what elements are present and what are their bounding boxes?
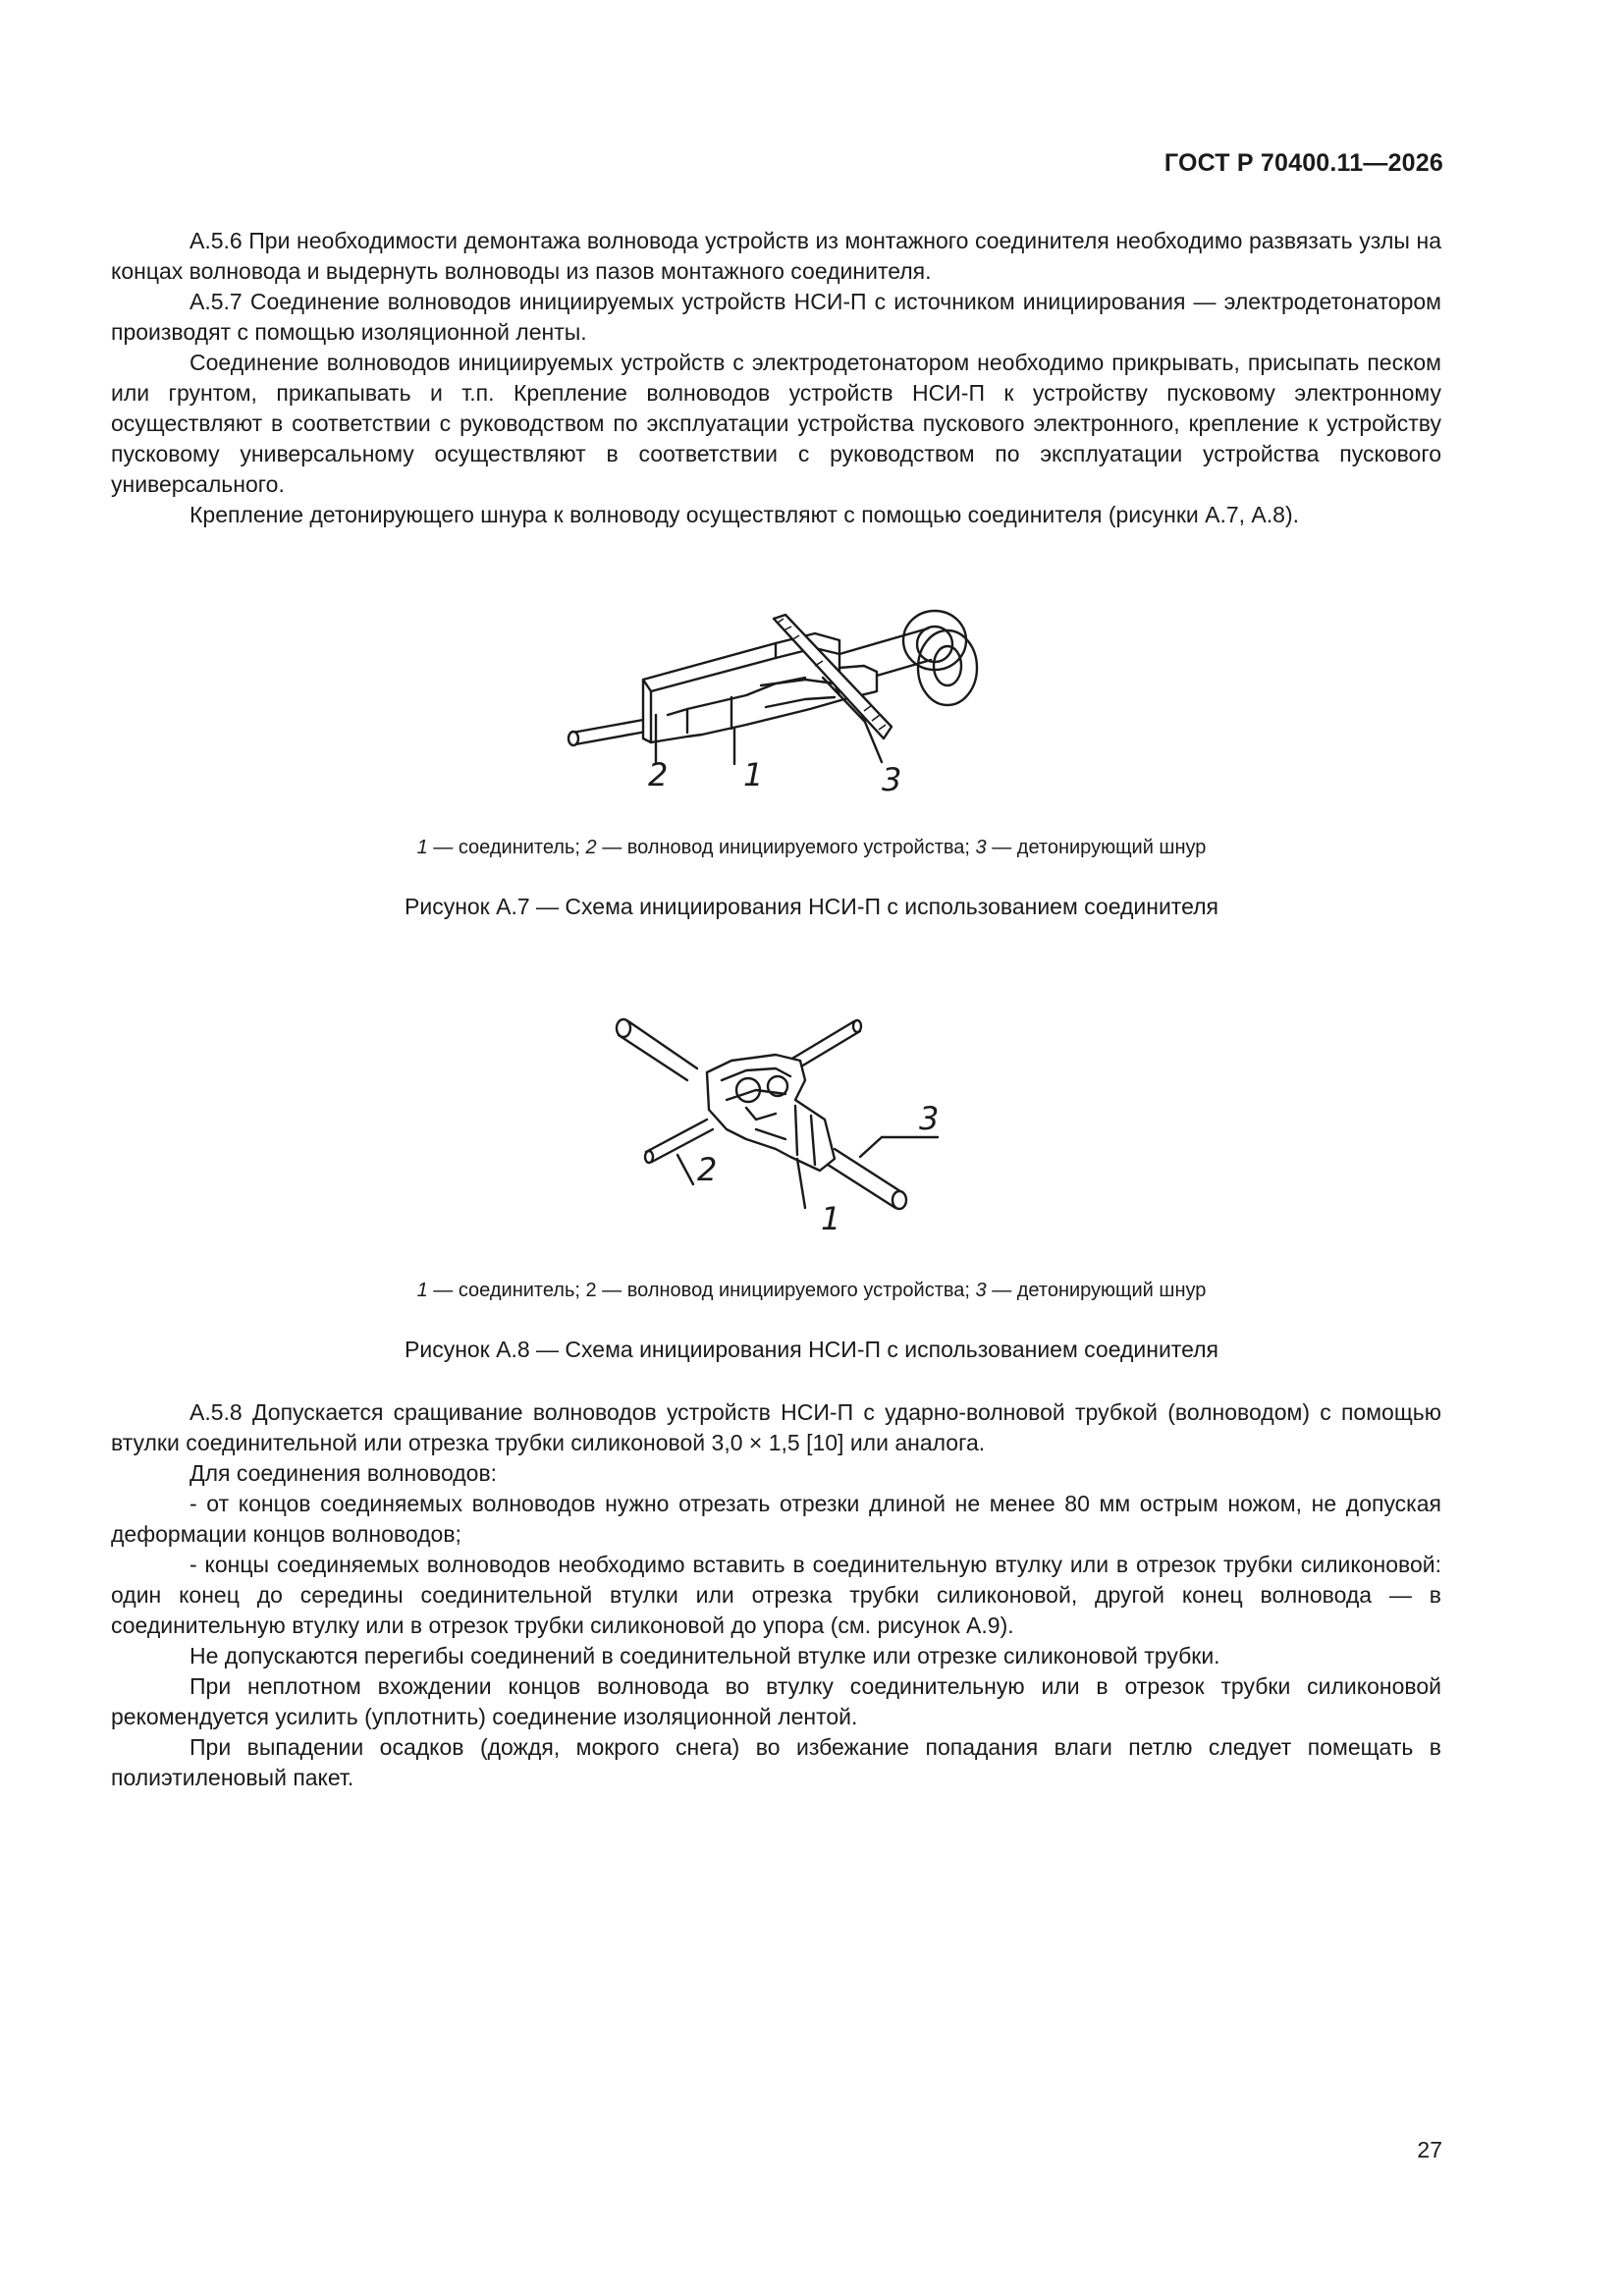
paragraph-for-connection: Для соединения волноводов: — [189, 1460, 498, 1486]
figure-a8-label-2: 2 — [697, 1151, 718, 1188]
figure-a7-label-3: 3 — [882, 761, 902, 798]
paragraph-a57: А.5.7 Соединение волноводов инициируемых устройств НСИ-П с источником инициирования — электродетонатором производят с помощью изоляционной ленты. — [111, 289, 1441, 345]
legend-a8-text-1: — соединитель; 2 — волновод инициируемого устройства; — [427, 1280, 976, 1301]
figure-a7-label-2: 2 — [648, 756, 669, 793]
legend-a8-text-3: — детонирующий шнур — [986, 1280, 1207, 1301]
figure-a7-caption: Рисунок А.7 — Схема инициирования НСИ-П с использованием соединителя — [405, 894, 1218, 919]
paragraph-loose-fit: При неплотном вхождении концов волновода во втулку соединительную или в отрезок трубки силиконовой рекомендуется усилить (уплотнить) соединение изоляционной лентой. — [111, 1673, 1441, 1729]
figure-a7-legend — [0, 837, 1623, 859]
legend-a7-text-1: — соединитель; — [427, 837, 586, 858]
figure-a8-label-3: 3 — [919, 1100, 940, 1137]
figure-a7-label-1: 1 — [743, 756, 764, 793]
text-block-top — [111, 226, 1441, 530]
list-item-insert-ends: - концы соединяемых волноводов необходимо вставить в соединительную втулку или в отрезок трубки силиконовой: один конец до середины соединительной втулки или отрезка трубки силиконовой, другой конец волновода — в соединительную втулку или в отрезок трубки силиконовой до упора (см. рисунок А.9). — [111, 1552, 1441, 1638]
paragraph-fastening: Крепление детонирующего шнура к волноводу осуществляют с помощью соединителя (рисунки А.7, А.8). — [189, 502, 1299, 527]
legend-a7-num-1: 1 — [416, 837, 428, 858]
page-number: 27 — [1417, 2137, 1442, 2162]
paragraph-no-bends: Не допускаются перегибы соединений в соединительной втулке или отрезке силиконовой трубки. — [189, 1643, 1220, 1668]
paragraph-a58: А.5.8 Допускается сращивание волноводов устройств НСИ-П с ударно-волновой трубкой (волноводом) с помощью втулки соединительной или отрезка трубки силиконовой 3,0 × 1,5 [10] или аналога. — [111, 1399, 1441, 1455]
figure-a8-drawing — [0, 992, 1623, 1247]
figure-a8-legend — [0, 1280, 1623, 1302]
figure-a7 — [0, 589, 1623, 805]
paragraph-a56: А.5.6 При необходимости демонтажа волновода устройств из монтажного соединителя необходимо развязать узлы на концах волновода и выдернуть волноводы из пазов монтажного соединителя. — [111, 228, 1441, 284]
legend-a7-text-2: — волновод инициируемого устройства; — [596, 837, 976, 858]
text-block-bottom — [111, 1397, 1441, 1793]
paragraph-precipitation: При выпадении осадков (дождя, мокрого снега) во избежание попадания влаги петлю следует помещать в полиэтиленовый пакет. — [111, 1734, 1441, 1790]
legend-a8-num-3: 3 — [975, 1280, 987, 1301]
list-item-cut-ends: - от концов соединяемых волноводов нужно отрезать отрезки длиной не менее 80 мм острым ножом, не допуская деформации концов волноводов; — [111, 1491, 1441, 1547]
legend-a7-num-2: 2 — [585, 837, 597, 858]
figure-a8 — [0, 992, 1623, 1247]
legend-a7-text-3: — детонирующий шнур — [986, 837, 1207, 858]
paragraph-connection: Соединение волноводов инициируемых устройств с электродетонатором необходимо прикрывать, присыпать песком или грунтом, прикапывать и т.п. Крепление волноводов устройств НСИ-П к устройству пусковому электронному осуществляют в соответствии с руководством по эксплуатации устройства пускового электронного, крепление к устройству пусковому универсальному осуществляют в соответствии с руководством по эксплуатации устройства пускового универсального. — [111, 350, 1441, 497]
legend-a7-num-3: 3 — [975, 837, 987, 858]
legend-a8-num-1: 1 — [416, 1280, 428, 1301]
figure-a8-caption: Рисунок А.8 — Схема инициирования НСИ-П с использованием соединителя — [405, 1337, 1218, 1362]
figure-a7-drawing — [0, 589, 1623, 805]
figure-a8-label-1: 1 — [821, 1200, 841, 1237]
document-header: ГОСТ Р 70400.11—2026 — [1163, 149, 1443, 177]
